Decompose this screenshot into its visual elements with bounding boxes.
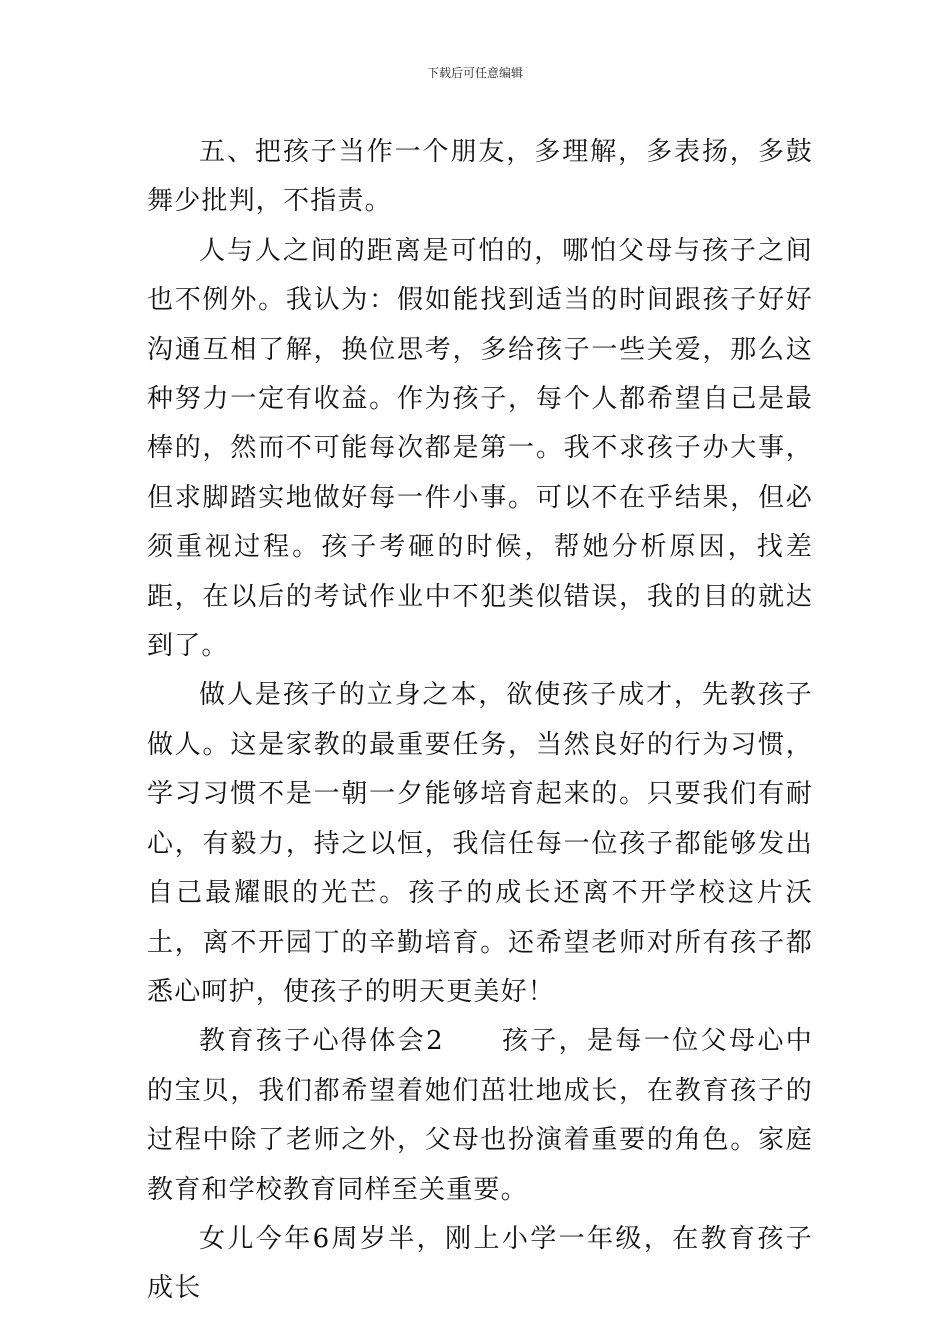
page-header-note: 下载后可任意编辑 [426, 66, 523, 80]
document-body [147, 128, 813, 1314]
paragraph-4: 教育孩子心得体会2 孩子，是每一位父母心中的宝贝，我们都希望着她们茁壮地成长，在教育孩子的过程中除了老师之外，父母也扮演着重要的角色。家庭教育和学校教育同样至关重要。 [147, 1026, 813, 1205]
paragraph-5: 女儿今年6周岁半，刚上小学一年级，在教育孩子成长 [147, 1223, 813, 1304]
paragraph-2: 人与人之间的距离是可怕的，哪怕父母与孩子之间也不例外。我认为：假如能找到适当的时间跟孩子好好沟通互相了解，换位思考，多给孩子一些关爱，那么这种努力一定有收益。作为孩子，每个人都希望自己是最棒的，然而不可能每次都是第一。我不求孩子办大事，但求脚踏实地做好每一件小事。可以不在乎结果，但必须重视过程。孩子考砸的时候，帮她分析原因，找差距，在以后的考试作业中不犯类似错误，我的目的就达到了。 [147, 235, 813, 662]
paragraph-3: 做人是孩子的立身之本，欲使孩子成才，先教孩子做人。这是家教的最重要任务，当然良好的行为习惯，学习习惯不是一朝一夕能够培育起来的。只要我们有耐心，有毅力，持之以恒，我信任每一位孩子都能够发出自己最耀眼的光芒。孩子的成长还离不开学校这片沃土，离不开园丁的辛勤培育。还希望老师对所有孩子都悉心呵护，使孩子的明天更美好！ [147, 680, 813, 1007]
paragraph-1: 五、把孩子当作一个朋友，多理解，多表扬，多鼓舞少批判，不指责。 [147, 137, 813, 217]
